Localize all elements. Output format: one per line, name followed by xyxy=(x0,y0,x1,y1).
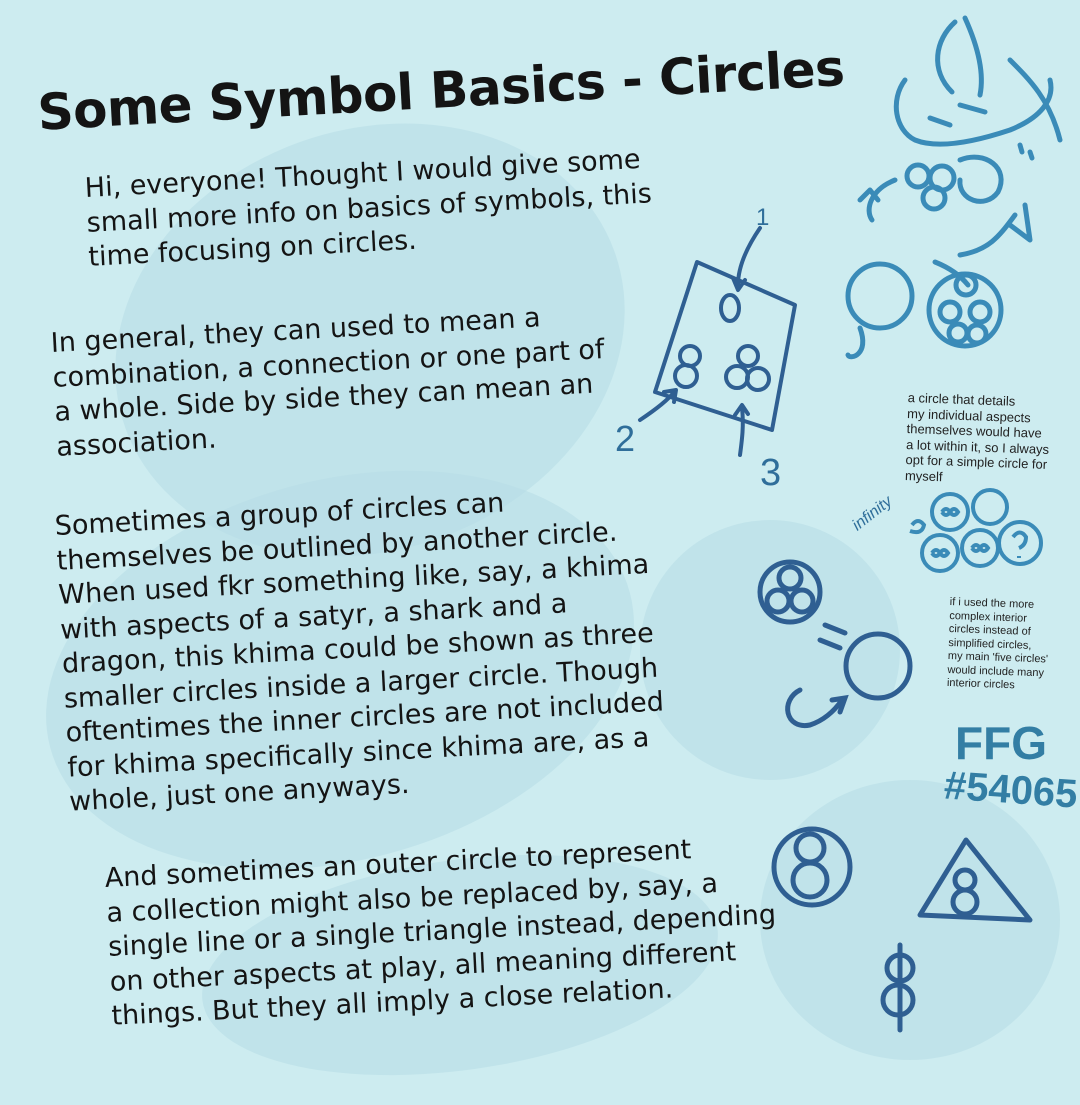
self-portrait-sketch xyxy=(848,18,1060,357)
groups-paragraph: Sometimes a group of circles can themselves be outlined by another circle. When used fkr something like, say, a khima with aspects of a satyr, a shark and a dragon, this khima could be shown as three smaller circles inside a larger circle. Though oftentimes the inner circles are not included for khima specifically since khima are, as a whole, just one anyways. xyxy=(54,487,665,818)
general-paragraph: In general, they can used to mean a combination, a connection or one part of a whole. Side by side they can mean an association. xyxy=(50,302,606,463)
intro-paragraph: Hi, everyone! Thought I would give some small more info on basics of symbols, this time focusing on circles. xyxy=(84,143,653,273)
self-circle-note: a circle that details my individual aspects themselves would have a lot within it, so I always opt for a simple circle for myself xyxy=(904,390,1050,484)
simple-circle-icon xyxy=(848,264,912,328)
page-title: Some Symbol Basics - Circles xyxy=(36,38,846,142)
equivalence-diagram xyxy=(760,562,910,726)
label-one: 1 xyxy=(756,204,770,231)
ffg-tag: FFG xyxy=(955,717,1047,769)
square-diagram xyxy=(640,228,795,455)
infinity-label: infinity xyxy=(849,492,896,535)
number-tag: #54065 xyxy=(942,763,1079,817)
label-two: 2 xyxy=(615,418,636,459)
five-circles-note: if i used the more complex interior circles instead of simplified circles, my main 'five circles' would include many interior circles xyxy=(946,596,1049,692)
label-three: 3 xyxy=(760,452,782,494)
relation-symbols xyxy=(774,829,1030,1030)
infinity-circles-icon xyxy=(910,490,1041,571)
replacement-paragraph: And sometimes an outer circle to represent a collection might also be replaced by, say, a single line or a single triangle instead, depending on other aspects at play, all meaning different things. But they all imply a close relation. xyxy=(104,834,777,1032)
